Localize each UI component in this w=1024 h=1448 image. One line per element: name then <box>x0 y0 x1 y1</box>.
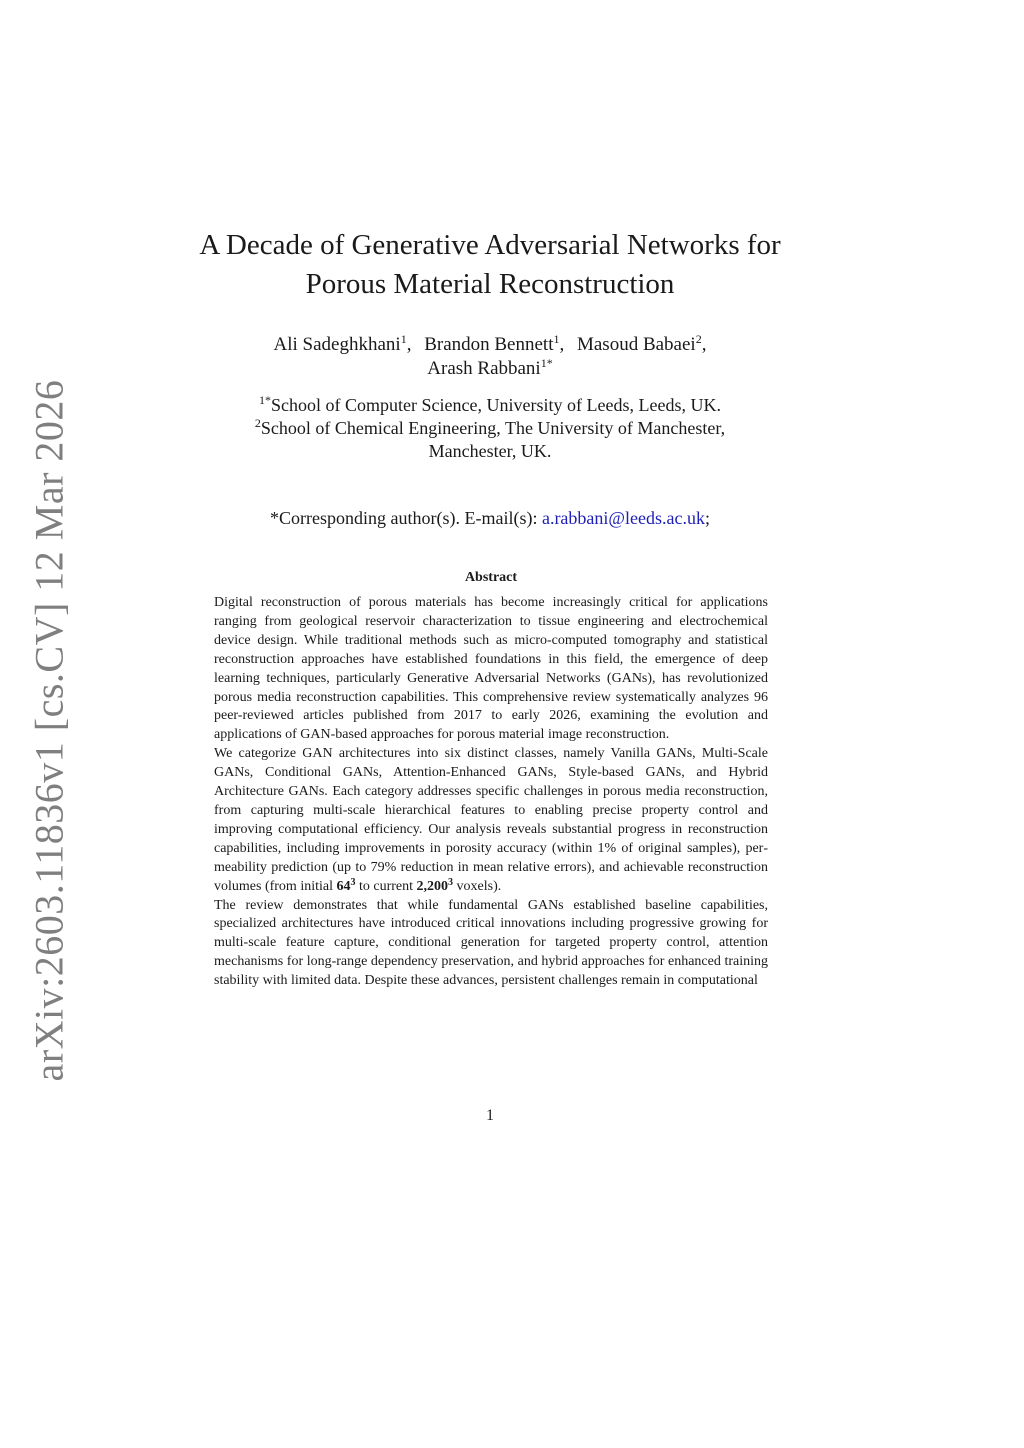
abstract-paragraph-2-text: We categorize GAN architectures into six distinct classes, namely Vanilla GANs, Multi-Scale GANs, Conditional GANs, Attention-Enhanced GANs, Style-based GANs, and Hybrid Architecture GANs. Each category addresses specific challenges in porous media reconstruction, from capturing multi-scale hierarchical features to enabling precise property control and improving computational efficiency. Our analysis reveals substantial progress in reconstruction capabilities, including improvements in porosity accuracy (within 1% of original samples), permeability prediction (up to 79% reduction in mean relative errors), and achievable reconstruction volumes (from initial <box>214 746 768 894</box>
author-affiliation-mark: 2 <box>695 332 702 346</box>
author-affiliation-mark: 1 <box>400 332 407 346</box>
arxiv-identifier: arXiv:2603.11836v1 [cs.CV] 12 Mar 2026 <box>26 379 72 1081</box>
affiliation-text: School of Chemical Engineering, The University of Manchester, <box>260 418 726 438</box>
affiliation-2 <box>180 417 800 440</box>
affiliation-1 <box>180 394 800 417</box>
title-line-1: A Decade of Generative Adversarial Networks for <box>199 229 781 261</box>
abstract-paragraph-3: The review demonstrates that while fundamental GANs established baseline capabilities, specialized architectures have introduced critical innovations including progressive growing for multi-scale feature capture, conditional generation for targeted property control, attention mechanisms for long-range dependency preservation, and hybrid approaches for enhanced training stability with limited data. Despite these advances, persistent challenges remain in computational <box>214 897 768 989</box>
current-volume-base: 2,200 <box>416 878 449 894</box>
affiliations <box>180 394 800 463</box>
author-name: Masoud Babaei <box>576 334 696 355</box>
author-list <box>200 333 780 381</box>
author-separator: , <box>701 334 707 355</box>
abstract-heading: Abstract <box>464 570 518 585</box>
page-number: 1 <box>486 1107 494 1124</box>
current-volume-exponent: 3 <box>448 876 454 888</box>
affiliation-text: School of Computer Science, University of Leeds, Leeds, UK. <box>271 395 721 415</box>
arxiv-side-stamp <box>16 379 82 1081</box>
initial-volume-base: 64 <box>336 878 351 894</box>
abstract-paragraph-2 <box>214 745 768 896</box>
corresponding-label: *Corresponding author(s). E-mail(s): <box>270 508 542 528</box>
author-line-1 <box>200 333 780 357</box>
current-volume <box>416 876 454 894</box>
abstract-body <box>214 594 768 991</box>
author-separator: , <box>559 334 565 355</box>
author-name: Brandon Bennett <box>424 334 554 355</box>
author-separator: , <box>406 334 412 355</box>
initial-volume-exponent: 3 <box>350 876 356 888</box>
volume-connector: to current <box>355 878 417 894</box>
corresponding-trailing: ; <box>704 508 710 528</box>
author-name: Ali Sadeghkhani <box>273 334 401 355</box>
author-affiliation-mark: 1 <box>553 332 560 346</box>
paper-title <box>160 226 820 304</box>
initial-volume <box>336 876 356 894</box>
volume-tail: voxels). <box>453 878 502 894</box>
email-link[interactable]: a.rabbani@leeds.ac.uk <box>541 508 705 528</box>
affiliation-2-continued: Manchester, UK. <box>428 441 552 461</box>
author-line-2 <box>200 357 780 381</box>
author-affiliation-mark: 1* <box>540 356 553 370</box>
abstract-paragraph-1: Digital reconstruction of porous materials has become increasingly critical for applications ranging from geological reservoir characterization to tissue engineering and electrochemical device design. While traditional methods such as micro-computed tomography and statistical reconstruction approaches have established foundations in this field, the emergence of deep learning techniques, particularly Generative Adversarial Networks (GANs), has revolutionized porous media reconstruction capabilities. This comprehensive review systematically analyzes 96 peer-reviewed articles published from 2017 to early 2026, examining the evolution and applications of GAN-based approaches for porous material image reconstruction. <box>214 595 768 743</box>
affiliation-mark: 1* <box>259 393 272 407</box>
author-name: Arash Rabbani <box>427 358 541 379</box>
corresponding-author <box>180 506 800 530</box>
title-line-2: Porous Material Reconstruction <box>305 268 675 300</box>
affiliation-mark: 2 <box>254 416 261 430</box>
